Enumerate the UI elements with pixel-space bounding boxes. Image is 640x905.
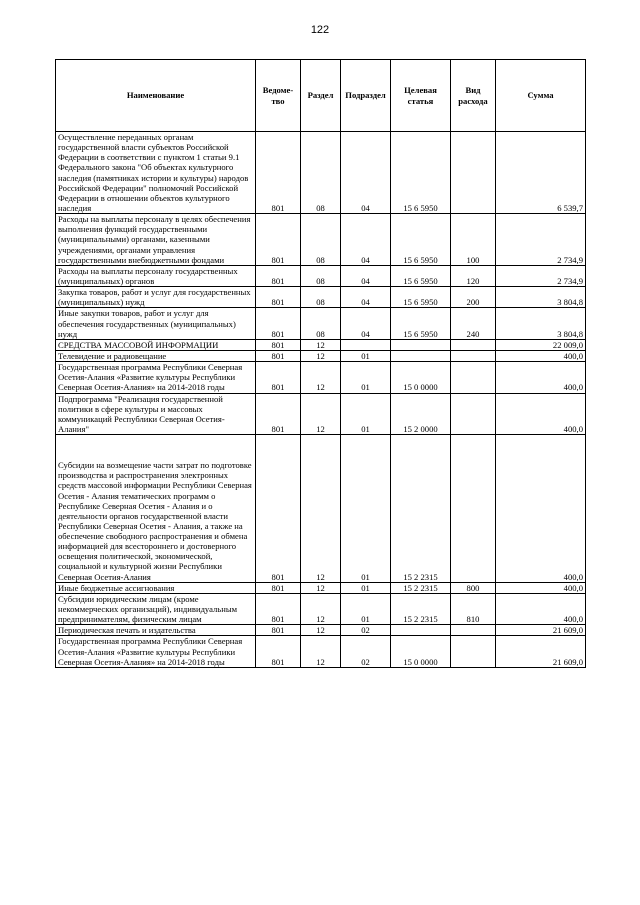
cell-target: 15 2 2315 — [391, 593, 451, 624]
cell-name: Телевидение и радиовещание — [56, 350, 256, 361]
cell-dept: 801 — [256, 287, 301, 308]
cell-section: 12 — [301, 362, 341, 393]
cell-subsection: 01 — [341, 393, 391, 435]
cell-exp-type — [451, 362, 496, 393]
cell-dept: 801 — [256, 308, 301, 339]
cell-subsection: 04 — [341, 287, 391, 308]
cell-section: 12 — [301, 582, 341, 593]
table-row — [56, 214, 586, 266]
cell-target: 15 2 2315 — [391, 582, 451, 593]
cell-subsection: 04 — [341, 132, 391, 214]
cell-sum: 21 609,0 — [496, 636, 586, 667]
cell-sum: 21 609,0 — [496, 625, 586, 636]
cell-exp-type — [451, 350, 496, 361]
cell-dept: 801 — [256, 393, 301, 435]
table-row — [56, 625, 586, 636]
table-row — [56, 393, 586, 435]
col-target-header: Целевая статья — [391, 60, 451, 132]
table-row — [56, 265, 586, 286]
cell-sum: 400,0 — [496, 593, 586, 624]
cell-name: СРЕДСТВА МАССОВОЙ ИНФОРМАЦИИ — [56, 339, 256, 350]
cell-sum: 400,0 — [496, 350, 586, 361]
cell-target — [391, 339, 451, 350]
cell-dept: 801 — [256, 214, 301, 266]
col-exp-type-header: Вид расхода — [451, 60, 496, 132]
cell-name: Государственная программа Республики Северная Осетия-Алания «Развитие культуры Республики Северная Осетия-Алания» на 2014-2018 годы — [56, 636, 256, 667]
cell-name: Субсидии юридическим лицам (кроме некоммерческих организаций), индивидуальным предпринимателям, физическим лицам — [56, 593, 256, 624]
col-section-header: Раздел — [301, 60, 341, 132]
cell-name: Расходы на выплаты персоналу в целях обеспечения выполнения функций государственными (муниципальными) органами, казенными учреждениями, органами управления государственными внебюджетными фондами — [56, 214, 256, 266]
table-row — [56, 362, 586, 393]
cell-section: 12 — [301, 435, 341, 583]
cell-name: Иные закупки товаров, работ и услуг для обеспечения государственных (муниципальных) нужд — [56, 308, 256, 339]
cell-subsection: 01 — [341, 435, 391, 583]
cell-sum: 2 734,9 — [496, 214, 586, 266]
table-row — [56, 582, 586, 593]
col-name-header: Наименование — [56, 60, 256, 132]
cell-sum: 3 804,8 — [496, 287, 586, 308]
cell-target: 15 0 0000 — [391, 636, 451, 667]
table-row — [56, 308, 586, 339]
table-row — [56, 350, 586, 361]
cell-target: 15 6 5950 — [391, 265, 451, 286]
cell-target: 15 6 5950 — [391, 308, 451, 339]
cell-dept: 801 — [256, 265, 301, 286]
table-row — [56, 593, 586, 624]
cell-section: 12 — [301, 636, 341, 667]
cell-subsection: 01 — [341, 350, 391, 361]
cell-exp-type: 100 — [451, 214, 496, 266]
cell-section: 12 — [301, 339, 341, 350]
cell-subsection: 02 — [341, 636, 391, 667]
cell-subsection: 01 — [341, 582, 391, 593]
table-row — [56, 132, 586, 214]
cell-target — [391, 350, 451, 361]
cell-sum: 6 539,7 — [496, 132, 586, 214]
cell-subsection: 04 — [341, 308, 391, 339]
cell-name: Государственная программа Республики Северная Осетия-Алания «Развитие культуры Республики Северная Осетия-Алания» на 2014-2018 годы — [56, 362, 256, 393]
cell-exp-type: 240 — [451, 308, 496, 339]
cell-subsection: 01 — [341, 362, 391, 393]
cell-section: 12 — [301, 350, 341, 361]
col-sum-header: Сумма — [496, 60, 586, 132]
cell-exp-type: 120 — [451, 265, 496, 286]
cell-section: 12 — [301, 393, 341, 435]
table-row — [56, 435, 586, 583]
cell-subsection — [341, 339, 391, 350]
cell-name: Подпрограмма "Реализация государственной политики в сфере культуры и массовых коммуникаций Республики Северная Осетия-Алания" — [56, 393, 256, 435]
cell-dept: 801 — [256, 582, 301, 593]
cell-subsection: 04 — [341, 214, 391, 266]
cell-exp-type — [451, 339, 496, 350]
cell-sum: 3 804,8 — [496, 308, 586, 339]
cell-dept: 801 — [256, 435, 301, 583]
cell-name: Иные бюджетные ассигнования — [56, 582, 256, 593]
cell-exp-type — [451, 132, 496, 214]
cell-name: Субсидии на возмещение части затрат по подготовке производства и распространения электронных средств массовой информации Республики Северная Осетия - Алания тематических программ о Республике Северная Осетия - Алания и о деятельности органов государственной власти Республики Северная Осетия - Алания, а также на обеспечение свободного распространения и обмена информацией для всестороннего и достоверного освещения политической, экономической, социальной и культурной жизни Республики Северная Осетия-Алания — [56, 435, 256, 583]
cell-exp-type — [451, 625, 496, 636]
cell-section: 08 — [301, 132, 341, 214]
budget-table — [55, 59, 586, 668]
cell-section: 12 — [301, 625, 341, 636]
cell-section: 08 — [301, 287, 341, 308]
cell-sum: 400,0 — [496, 393, 586, 435]
col-dept-header: Ведоме-тво — [256, 60, 301, 132]
cell-subsection: 02 — [341, 625, 391, 636]
cell-target: 15 6 5950 — [391, 132, 451, 214]
cell-dept: 801 — [256, 362, 301, 393]
cell-exp-type: 810 — [451, 593, 496, 624]
table-row — [56, 339, 586, 350]
cell-sum: 22 009,0 — [496, 339, 586, 350]
cell-sum: 400,0 — [496, 362, 586, 393]
table-row — [56, 636, 586, 667]
cell-sum: 2 734,9 — [496, 265, 586, 286]
cell-name: Осуществление переданных органам государственной власти субъектов Российской Федерации в соответствии с пунктом 1 статьи 9.1 Федерального закона "Об объектах культурного наследия (памятниках истории и культуры) народов Российской Федерации" полномочий Российской Федерации в отношении объектов культурного наследия — [56, 132, 256, 214]
cell-target — [391, 625, 451, 636]
cell-exp-type — [451, 636, 496, 667]
table-header-row — [56, 60, 586, 132]
cell-section: 08 — [301, 265, 341, 286]
cell-name: Расходы на выплаты персоналу государственных (муниципальных) органов — [56, 265, 256, 286]
cell-section: 08 — [301, 308, 341, 339]
cell-exp-type: 200 — [451, 287, 496, 308]
cell-exp-type: 800 — [451, 582, 496, 593]
cell-dept: 801 — [256, 636, 301, 667]
cell-section: 12 — [301, 593, 341, 624]
table-row — [56, 287, 586, 308]
cell-dept: 801 — [256, 339, 301, 350]
cell-dept: 801 — [256, 625, 301, 636]
cell-target: 15 2 0000 — [391, 393, 451, 435]
cell-target: 15 6 5950 — [391, 214, 451, 266]
cell-subsection: 04 — [341, 265, 391, 286]
cell-target: 15 6 5950 — [391, 287, 451, 308]
cell-exp-type — [451, 393, 496, 435]
col-subsection-header: Подраздел — [341, 60, 391, 132]
cell-sum: 400,0 — [496, 435, 586, 583]
page-number: 122 — [310, 24, 330, 36]
cell-sum: 400,0 — [496, 582, 586, 593]
cell-target: 15 0 0000 — [391, 362, 451, 393]
cell-target: 15 2 2315 — [391, 435, 451, 583]
cell-subsection: 01 — [341, 593, 391, 624]
cell-dept: 801 — [256, 350, 301, 361]
cell-name: Закупка товаров, работ и услуг для государственных (муниципальных) нужд — [56, 287, 256, 308]
cell-dept: 801 — [256, 593, 301, 624]
cell-exp-type — [451, 435, 496, 583]
cell-section: 08 — [301, 214, 341, 266]
cell-name: Периодическая печать и издательства — [56, 625, 256, 636]
cell-dept: 801 — [256, 132, 301, 214]
